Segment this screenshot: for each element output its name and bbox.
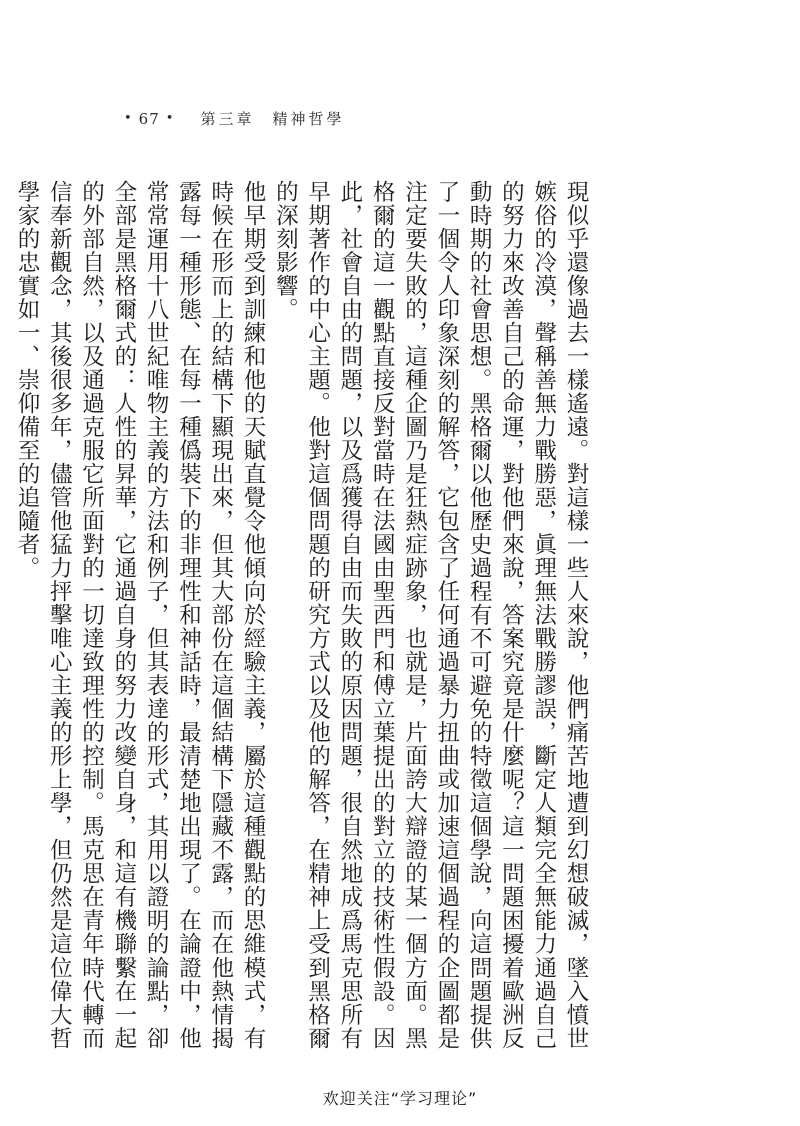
- page-number: 67: [138, 109, 160, 128]
- footer-watermark: 欢迎关注“学习理论”: [322, 1089, 478, 1108]
- paragraph-1: 現似乎還像過去一樣遙遠。對這樣一些人來說，他們痛苦地遭到幻想破滅，墜入憤世嫉俗的冷漠，聲稱善無力戰勝惡，眞理無法戰勝謬誤，斷定人類完全無能力通過自己的努力來改善自己的命運，對他們來說，答案究竟是什麼呢？這一問題困擾着歐洲反動時期的社會思想。黑格爾以他歷史過程有不可避免的特徵這個學說，向這問題提供了一個令人印象深刻的解答，它包含了任何通過暴力扭曲或加速這個過程的企圖都是注定要失敗的，這種企圖乃是狂熱症跡象，也就是，片面誇大辯證的某一個方面。黑格爾的這一觀點直接反對當時在法國由聖西門和傅立葉提出的對立的技術性假設。因此，社會自由的問題，以及爲獲得自由而失敗的原因問題，很自然地成爲馬克思所有早期著作的中心主題。他對這個問題的研究方式以及他的解答，在精神上受到黑格爾的深刻影響。: [272, 180, 589, 1050]
- header-dot-left: •: [124, 111, 133, 126]
- chapter-title: 第三章 精神哲學: [200, 110, 345, 128]
- paragraph-2: 他早期受到訓練和他的天賦直覺令他傾向於經驗主義，屬於這種觀點的思維模式，有時候在形而上的結構下顯現出來，但其大部份在這個結構下隱藏不露，而在他熱情揭露每一種形態、在每一種僞裝下的非理性和神話時，最清楚地出現了。在論證中，他常常運用十八世紀唯物主義的方法和例子，但其表達的形式，其用以證明的論點，卻全部是黑格爾式的：人性的昇華，它通過自身的努力改變自身，和這有機聯繫在一起的外部自然，以及通過克服它所面對的一切達致理性的控制。馬克思在青年時代轉而信奉新觀念，其後很多年，儘管他猛力抨擊唯心主義的形上學，但仍然是這位偉大哲學家的忠實如一、崇仰備至的追隨者。: [13, 180, 267, 1050]
- body-text: [13, 180, 592, 1050]
- running-header: [118, 108, 344, 129]
- header-dot-right: •: [165, 111, 175, 126]
